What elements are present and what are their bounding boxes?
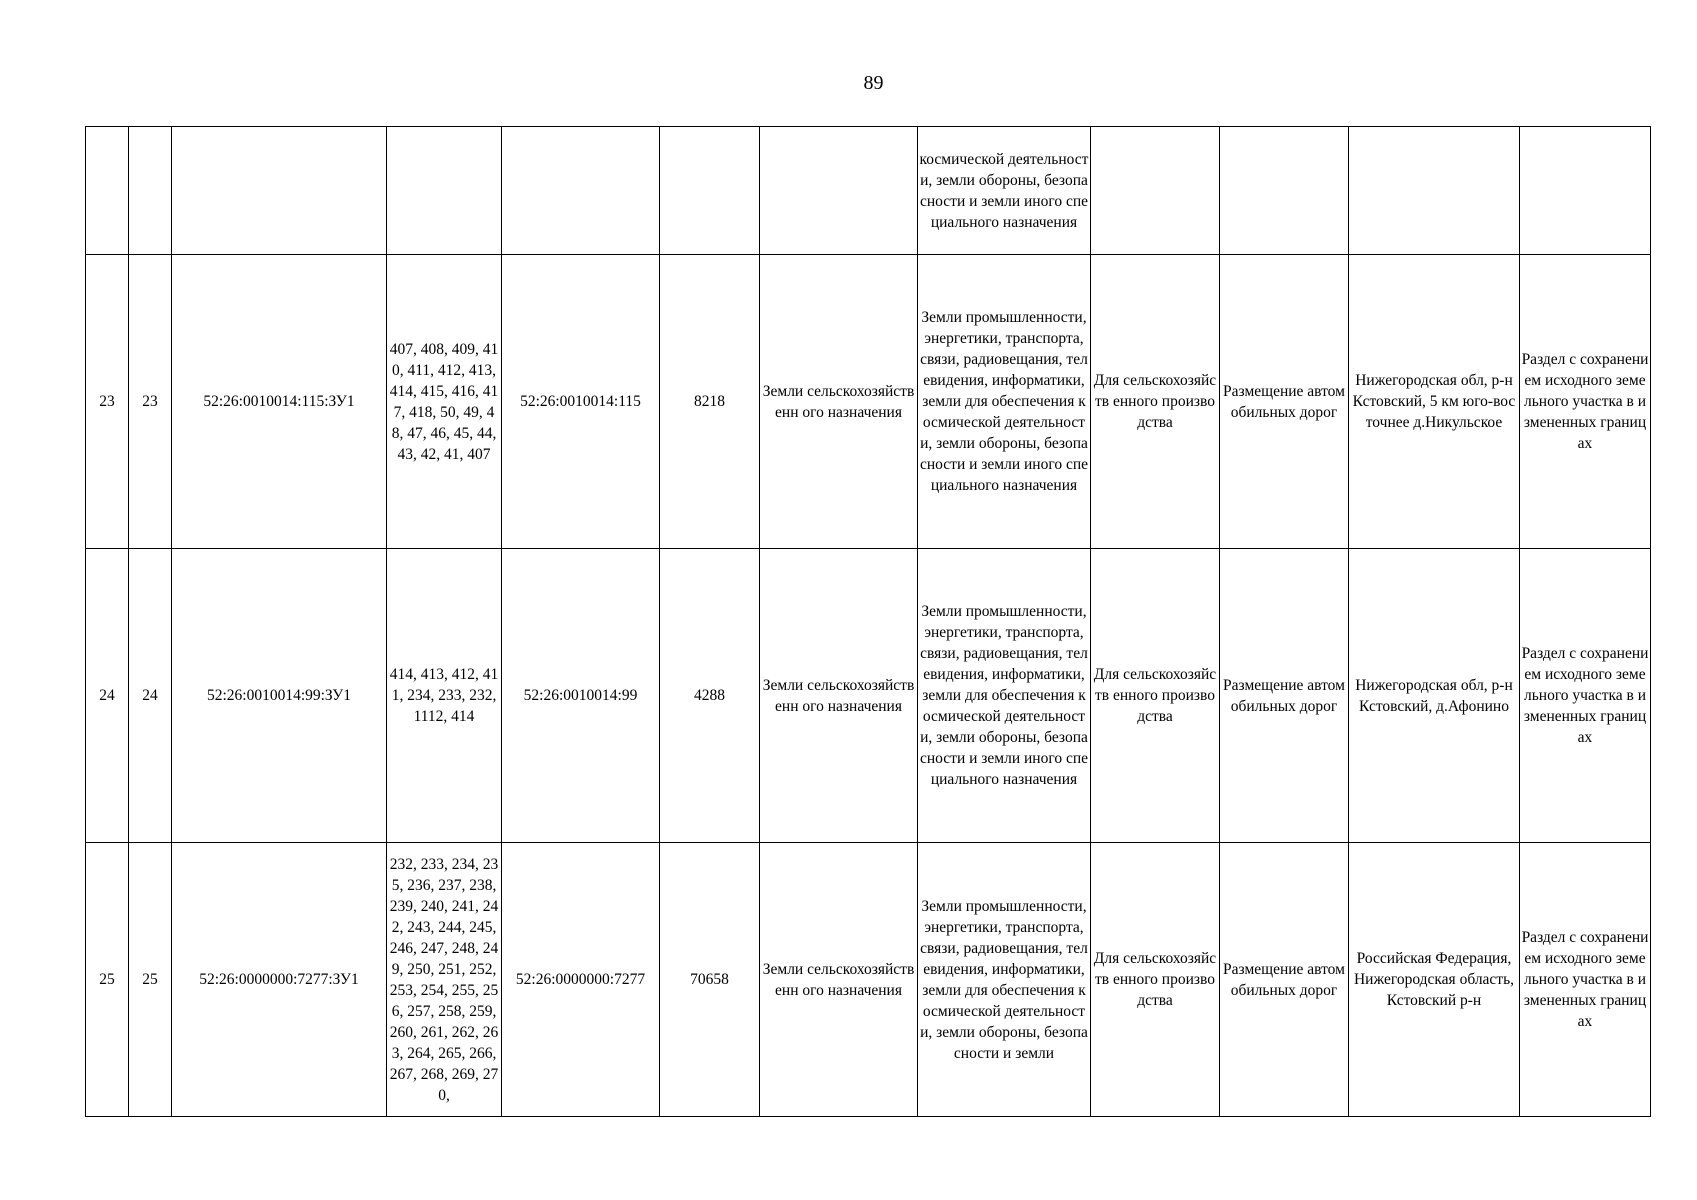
boundary-points-cell: 232, 233, 234, 235, 236, 237, 238, 239, 240, 241, 242, 243, 244, 245, 246, 247, 248, 249, 250, 251, 252, 253, 254, 255, 256, 257, 258, 259, 260, 261, 262, 263, 264, 265, 266, 267, 268, 269, 270,: [387, 843, 502, 1117]
permitted-use-cell: космической деятельности, земли обороны, безопасности и земли иного специального назначения: [918, 127, 1091, 255]
plot-number-cell: [129, 127, 172, 255]
address-cell: Российская Федерация, Нижегородская область, Кстовский р-н: [1349, 843, 1520, 1117]
plot-number-cell: 25: [129, 843, 172, 1117]
purpose-cell: Размещение автомобильных дорог: [1220, 843, 1349, 1117]
area-cell: [660, 127, 760, 255]
boundary-points-cell: 407, 408, 409, 410, 411, 412, 413, 414, 415, 416, 417, 418, 50, 49, 48, 47, 46, 45, 44, 43, 42, 41, 407: [387, 255, 502, 549]
formation-method-cell: Раздел с сохранением исходного земельного участка в измененных границах: [1520, 255, 1651, 549]
land-category-cell: Земли сельскохозяйственн ого назначения: [760, 549, 918, 843]
new-cadastral-number-cell: [172, 127, 387, 255]
land-category-cell: Земли сельскохозяйственн ого назначения: [760, 843, 918, 1117]
area-cell: 8218: [660, 255, 760, 549]
address-cell: Нижегородская обл, р-н Кстовский, д.Афонино: [1349, 549, 1520, 843]
source-cadastral-number-cell: 52:26:0010014:99: [502, 549, 660, 843]
permitted-use-cell: Земли промышленности, энергетики, транспорта, связи, радиовещания, телевидения, информатики, земли для обеспечения космической деятельности, земли обороны, безопасности и земли иного специального назначения: [918, 549, 1091, 843]
area-cell: 4288: [660, 549, 760, 843]
use-type-cell: Для сельскохозяйств енного производства: [1091, 549, 1220, 843]
row-number-cell: 25: [86, 843, 129, 1117]
boundary-points-cell: 414, 413, 412, 411, 234, 233, 232, 1112, 414: [387, 549, 502, 843]
table-row: [86, 549, 1651, 843]
page-number: 89: [863, 72, 884, 94]
land-category-cell: Земли сельскохозяйственн ого назначения: [760, 255, 918, 549]
source-cadastral-number-cell: 52:26:0010014:115: [502, 255, 660, 549]
plot-number-cell: 24: [129, 549, 172, 843]
new-cadastral-number-cell: 52:26:0000000:7277:ЗУ1: [172, 843, 387, 1117]
formation-method-cell: Раздел с сохранением исходного земельного участка в измененных границах: [1520, 549, 1651, 843]
land-category-cell: [760, 127, 918, 255]
source-cadastral-number-cell: [502, 127, 660, 255]
permitted-use-cell: Земли промышленности, энергетики, транспорта, связи, радиовещания, телевидения, информатики, земли для обеспечения космической деятельности, земли обороны, безопасности и земли: [918, 843, 1091, 1117]
formation-method-cell: [1520, 127, 1651, 255]
row-number-cell: [86, 127, 129, 255]
purpose-cell: Размещение автомобильных дорог: [1220, 255, 1349, 549]
table-row: [86, 127, 1651, 255]
address-cell: [1349, 127, 1520, 255]
use-type-cell: Для сельскохозяйств енного производства: [1091, 843, 1220, 1117]
land-plots-table: [85, 126, 1651, 1117]
purpose-cell: Размещение автомобильных дорог: [1220, 549, 1349, 843]
new-cadastral-number-cell: 52:26:0010014:99:ЗУ1: [172, 549, 387, 843]
permitted-use-cell: Земли промышленности, энергетики, транспорта, связи, радиовещания, телевидения, информатики, земли для обеспечения космической деятельности, земли обороны, безопасности и земли иного специального назначения: [918, 255, 1091, 549]
plot-number-cell: 23: [129, 255, 172, 549]
table-row: [86, 255, 1651, 549]
row-number-cell: 23: [86, 255, 129, 549]
purpose-cell: [1220, 127, 1349, 255]
new-cadastral-number-cell: 52:26:0010014:115:ЗУ1: [172, 255, 387, 549]
row-number-cell: 24: [86, 549, 129, 843]
boundary-points-cell: [387, 127, 502, 255]
use-type-cell: Для сельскохозяйств енного производства: [1091, 255, 1220, 549]
formation-method-cell: Раздел с сохранением исходного земельного участка в измененных границах: [1520, 843, 1651, 1117]
source-cadastral-number-cell: 52:26:0000000:7277: [502, 843, 660, 1117]
use-type-cell: [1091, 127, 1220, 255]
table-row: [86, 843, 1651, 1117]
address-cell: Нижегородская обл, р-н Кстовский, 5 км юго-восточнее д.Никульское: [1349, 255, 1520, 549]
area-cell: 70658: [660, 843, 760, 1117]
